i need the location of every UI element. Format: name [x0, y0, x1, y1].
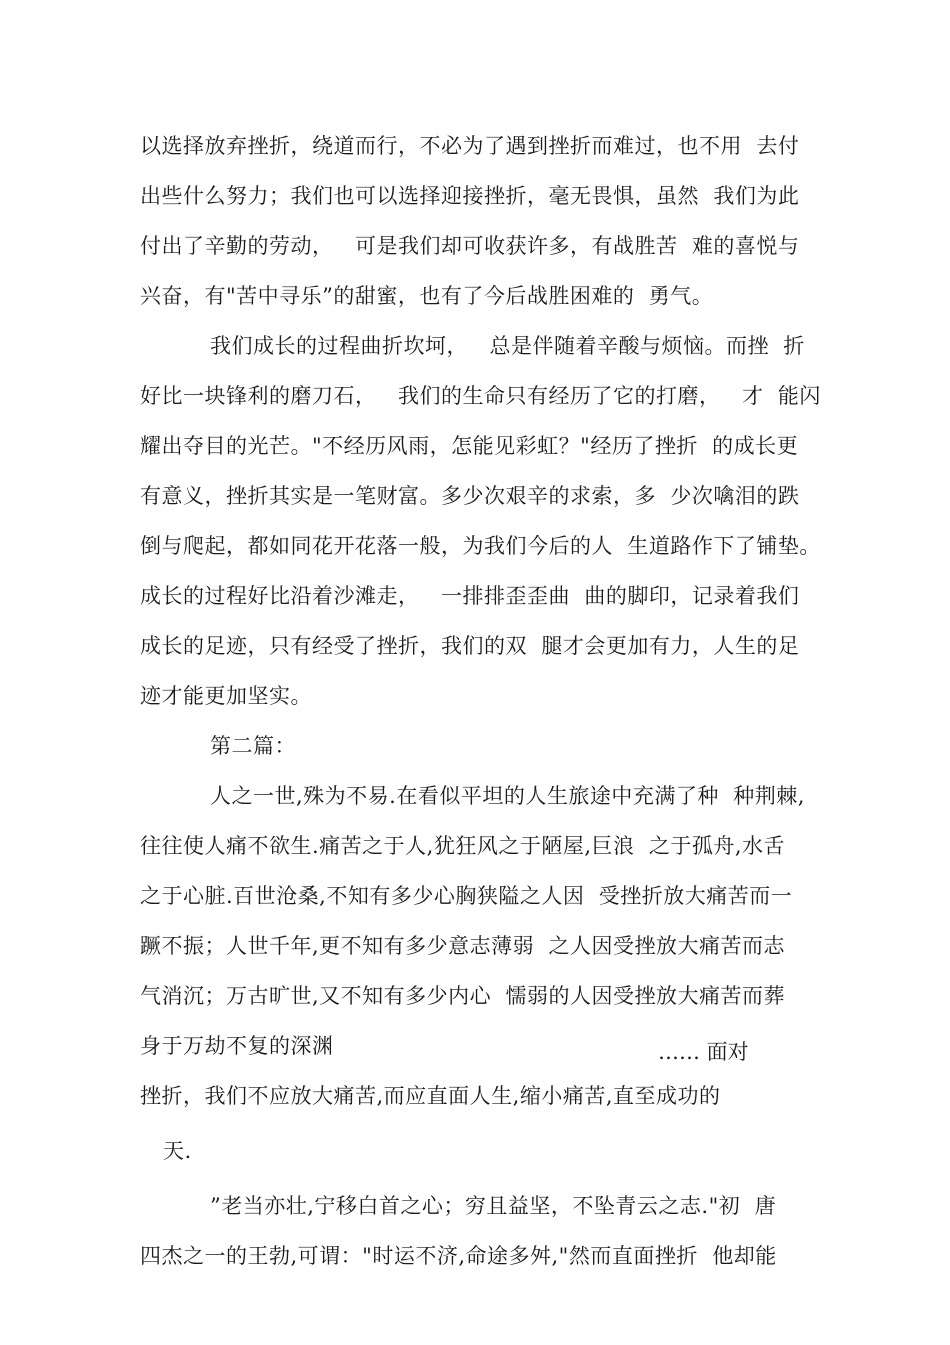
text-line: 往往使人痛不欲生.痛苦之于人,犹狂风之于陋屋,巨浪 之于孤舟,水舌	[140, 834, 786, 858]
text-line: 兴奋，有"苦中寻乐”的甜蜜，也有了今后战胜困难的 勇气。	[140, 284, 714, 308]
ellipsis-text: …… 面对	[658, 1040, 749, 1064]
text-line: 好比一块锋利的磨刀石， 我们的生命只有经历了它的打磨， 才 能闪	[140, 384, 821, 408]
text-line: 付出了辛勤的劳动， 可是我们却可收获许多，有战胜苦 难的喜悦与	[140, 234, 800, 258]
text-line: 天.	[163, 1139, 192, 1163]
text-line: 迹才能更加坚实。	[140, 684, 312, 708]
text-line: 成长的足迹，只有经受了挫折，我们的双 腿才会更加有力，人生的足	[140, 634, 800, 658]
text-line: 之于心脏.百世沧桑,不知有多少心胸狭隘之人因 受挫折放大痛苦而一	[140, 884, 793, 908]
text-line: 挫折，我们不应放大痛苦,而应直面人生,缩小痛苦,直至成功的	[140, 1084, 721, 1108]
text-line: 倒与爬起，都如同花开花落一般，为我们今后的人 生道路作下了铺垫。	[140, 534, 821, 558]
text-line: 蹶不振；人世千年,更不知有多少意志薄弱 之人因受挫放大痛苦而志	[140, 934, 786, 958]
text-line: 四杰之一的王勃,可谓："时运不济,命途多舛,"然而直面挫折 他却能	[140, 1244, 777, 1268]
paragraph-start: 人之一世,殊为不易.在看似平坦的人生旅途中充满了种 种荆棘,	[210, 784, 805, 808]
text-line: 有意义，挫折其实是一笔财富。多少次艰辛的求索，多 少次噙泪的跌	[140, 484, 800, 508]
paragraph-start: ”老当亦壮,宁移白首之心；穷且益坚，不坠青云之志."初 唐	[210, 1194, 777, 1218]
text-line: 出些什么努力；我们也可以选择迎接挫折，毫无畏惧，虽然 我们为此	[140, 184, 800, 208]
text-line: 成长的过程好比沿着沙滩走， 一排排歪歪曲 曲的脚印，记录着我们	[140, 584, 800, 608]
text-line: 身于万劫不复的深渊	[140, 1034, 334, 1058]
text-line: 耀出夺目的光芒。"不经历风雨，怎能见彩虹？"经历了挫折 的成长更	[140, 434, 799, 458]
section-heading: 第二篇：	[210, 734, 296, 758]
text-line: 以选择放弃挫折，绕道而行，不必为了遇到挫折而难过，也不用 去付	[140, 134, 800, 158]
text-line: 气消沉；万古旷世,又不知有多少内心 懦弱的人因受挫放大痛苦而葬	[140, 984, 786, 1008]
paragraph-start: 我们成长的过程曲折坎坷， 总是伴随着辛酸与烦恼。而挫 折	[210, 334, 805, 358]
